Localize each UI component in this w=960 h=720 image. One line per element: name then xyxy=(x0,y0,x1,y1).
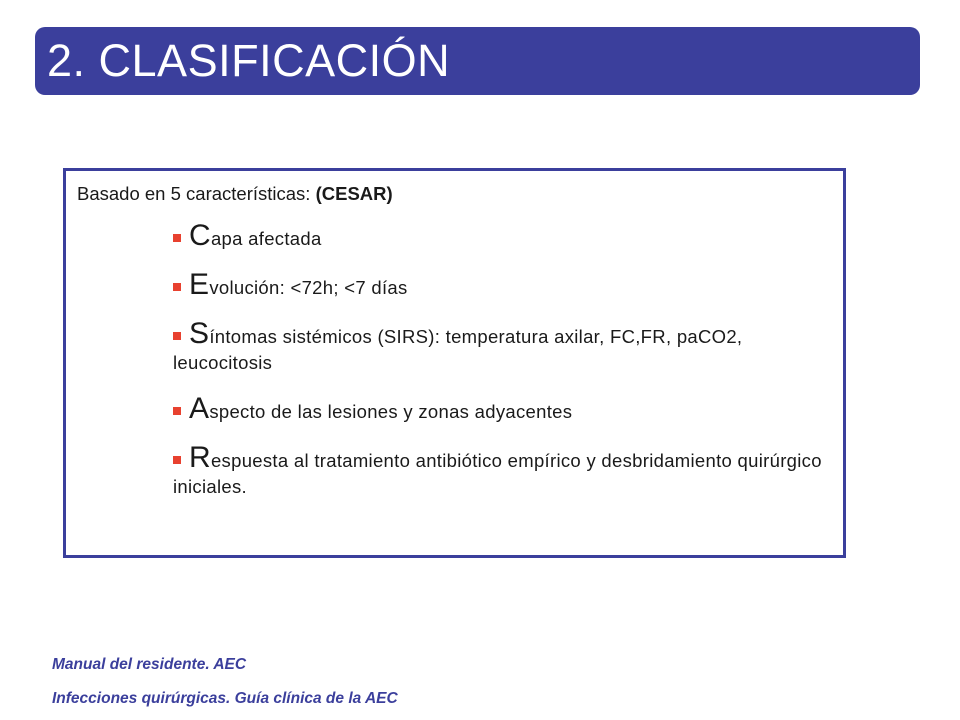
item-initial: E xyxy=(189,268,210,301)
intro-acronym: (CESAR) xyxy=(315,183,393,204)
criteria-list xyxy=(173,219,833,500)
item-text: volución: <72h; <7 días xyxy=(209,277,408,298)
square-bullet-icon xyxy=(173,332,181,340)
square-bullet-icon xyxy=(173,407,181,415)
slide-title: 2. CLASIFICACIÓN xyxy=(47,35,451,86)
item-initial: C xyxy=(189,219,211,252)
footer-source-2: Infecciones quirúrgicas. Guía clínica de la AEC xyxy=(52,690,398,707)
square-bullet-icon xyxy=(173,283,181,291)
list-item xyxy=(173,441,833,500)
item-initial: R xyxy=(189,441,211,474)
list-item xyxy=(173,317,833,376)
footer-source-1: Manual del residente. AEC xyxy=(52,656,247,673)
intro-text: Basado en 5 características: xyxy=(77,183,316,204)
list-item xyxy=(173,392,833,425)
content-box xyxy=(63,168,846,558)
item-initial: S xyxy=(189,317,210,350)
square-bullet-icon xyxy=(173,456,181,464)
item-text: apa afectada xyxy=(210,228,322,249)
square-bullet-icon xyxy=(173,234,181,242)
item-text: specto de las lesiones y zonas adyacentes xyxy=(209,401,573,422)
intro-line xyxy=(77,183,393,205)
list-item xyxy=(173,268,833,301)
title-bar xyxy=(35,27,920,95)
item-text: íntomas sistémicos (SIRS): temperatura axilar, FC,FR, paCO2, leucocitosis xyxy=(173,326,743,373)
item-text: espuesta al tratamiento antibiótico empírico y desbridamiento quirúrgico iniciales. xyxy=(173,450,822,497)
list-item xyxy=(173,219,833,252)
item-initial: A xyxy=(189,392,210,425)
